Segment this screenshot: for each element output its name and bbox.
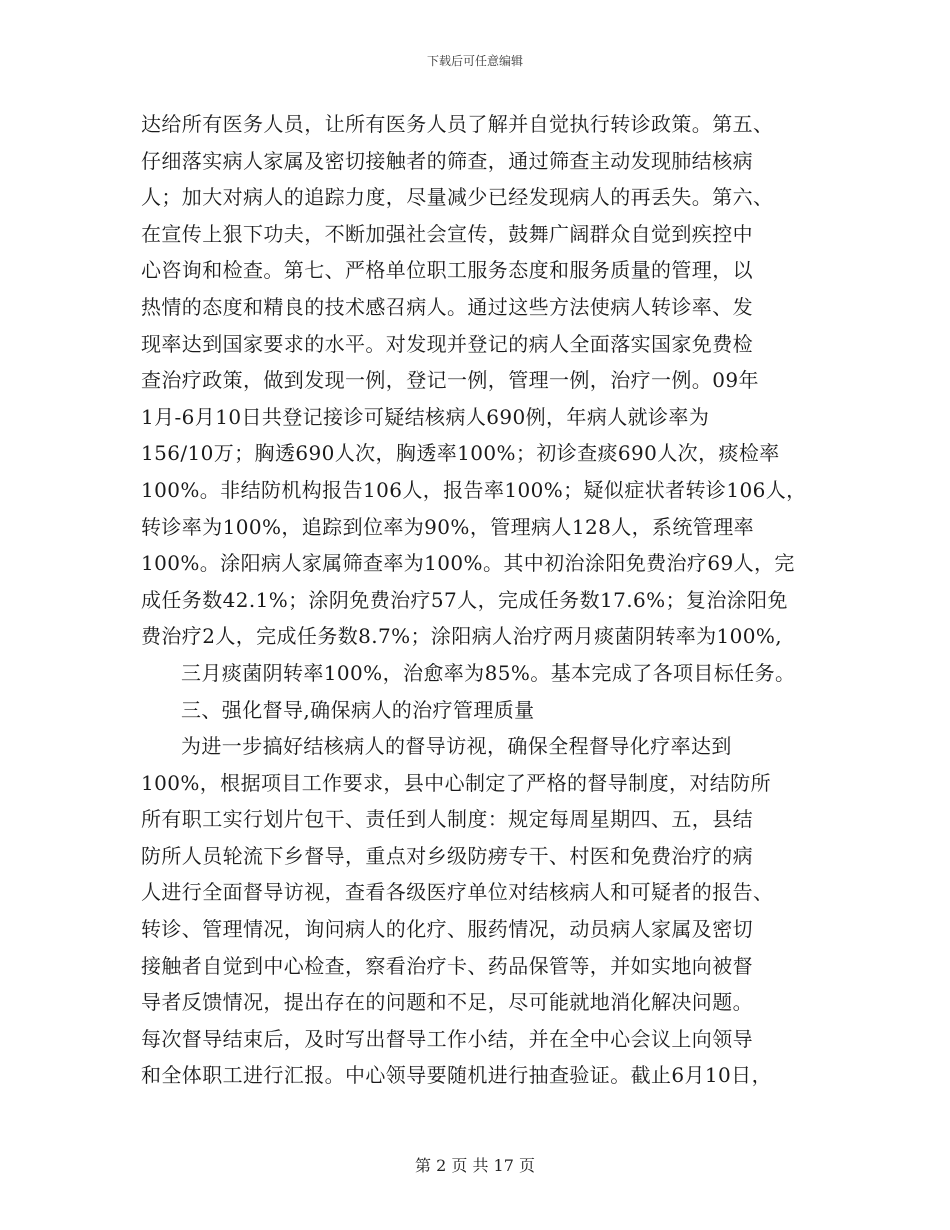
page-footer: 第 2 页 共 17 页 bbox=[415, 1156, 535, 1175]
text-line: 为进一步搞好结核病人的督导访视，确保全程督导化疗率达到 bbox=[181, 734, 732, 759]
text-line: 转诊、管理情况，询问病人的化疗、服药情况，动员病人家属及密切 bbox=[141, 917, 753, 942]
text-line: 1月-6月10日共登记接诊可疑结核病人690例，年病人就诊率为 bbox=[141, 404, 710, 429]
text-line: 156/10万；胸透690人次，胸透率100%；初诊查痰690人次，痰检率 bbox=[141, 441, 780, 466]
text-line: 现率达到国家要求的水平。对发现并登记的病人全面落实国家免费检 bbox=[141, 331, 753, 356]
text-line: 100%。涂阳病人家属筛查率为100%。其中初治涂阳免费治疗69人，完 bbox=[141, 551, 795, 576]
text-line: 达给所有医务人员，让所有医务人员了解并自觉执行转诊政策。第五、 bbox=[141, 112, 774, 136]
text-line: 三、强化督导,确保病人的治疗管理质量 bbox=[181, 697, 535, 722]
text-line: 人；加大对病人的追踪力度，尽量减少已经发现病人的再丢失。第六、 bbox=[141, 185, 774, 210]
text-line: 接触者自觉到中心检查，察看治疗卡、药品保管等，并如实地向被督 bbox=[141, 953, 753, 978]
text-line: 费治疗2人，完成任务数8.7%；涂阳病人治疗两月痰菌阴转率为100%, bbox=[141, 624, 783, 649]
text-line: 防所人员轮流下乡督导，重点对乡级防痨专干、村医和免费治疗的病 bbox=[141, 843, 753, 868]
page-header: 下载后可任意编辑 bbox=[426, 54, 523, 68]
text-line: 成任务数42.1%；涂阴免费治疗57人，完成任务数17.6%；复治涂阳免 bbox=[141, 587, 788, 612]
text-line: 在宣传上狠下功夫，不断加强社会宣传，鼓舞广阔群众自觉到疾控中 bbox=[141, 221, 753, 246]
text-line: 仔细落实病人家属及密切接触者的筛查，通过筛查主动发现肺结核病 bbox=[141, 148, 753, 173]
text-line: 转诊率为100%，追踪到位率为90%，管理病人128人，系统管理率 bbox=[141, 514, 755, 539]
text-line: 和全体职工进行汇报。中心领导要随机进行抽查验证。截止6月10日， bbox=[141, 1063, 772, 1088]
text-line: 三月痰菌阴转率100%，治愈率为85%。基本完成了各项目标任务。 bbox=[181, 660, 796, 685]
text-line: 热情的态度和精良的技术感召病人。通过这些方法使病人转诊率、发 bbox=[141, 294, 753, 319]
text-line: 心咨询和检查。第七、严格单位职工服务态度和服务质量的管理，以 bbox=[141, 258, 753, 283]
text-line: 每次督导结束后，及时写出督导工作小结，并在全中心会议上向领导 bbox=[141, 1026, 753, 1051]
document-body bbox=[141, 106, 821, 1094]
text-line: 人进行全面督导访视，查看各级医疗单位对结核病人和可疑者的报告、 bbox=[141, 880, 774, 905]
text-line: 100%。非结防机构报告106人，报告率100%；疑似症状者转诊106人， bbox=[141, 477, 807, 502]
text-line: 导者反馈情况，提出存在的问题和不足，尽可能就地消化解决问题。 bbox=[141, 990, 753, 1015]
text-line: 查治疗政策，做到发现一例，登记一例，管理一例，治疗一例。09年 bbox=[141, 368, 759, 393]
text-line: 所有职工实行划片包干、责任到人制度：规定每周星期四、五，县结 bbox=[141, 807, 753, 832]
text-line: 100%，根据项目工作要求，县中心制定了严格的督导制度，对结防所 bbox=[141, 770, 771, 795]
